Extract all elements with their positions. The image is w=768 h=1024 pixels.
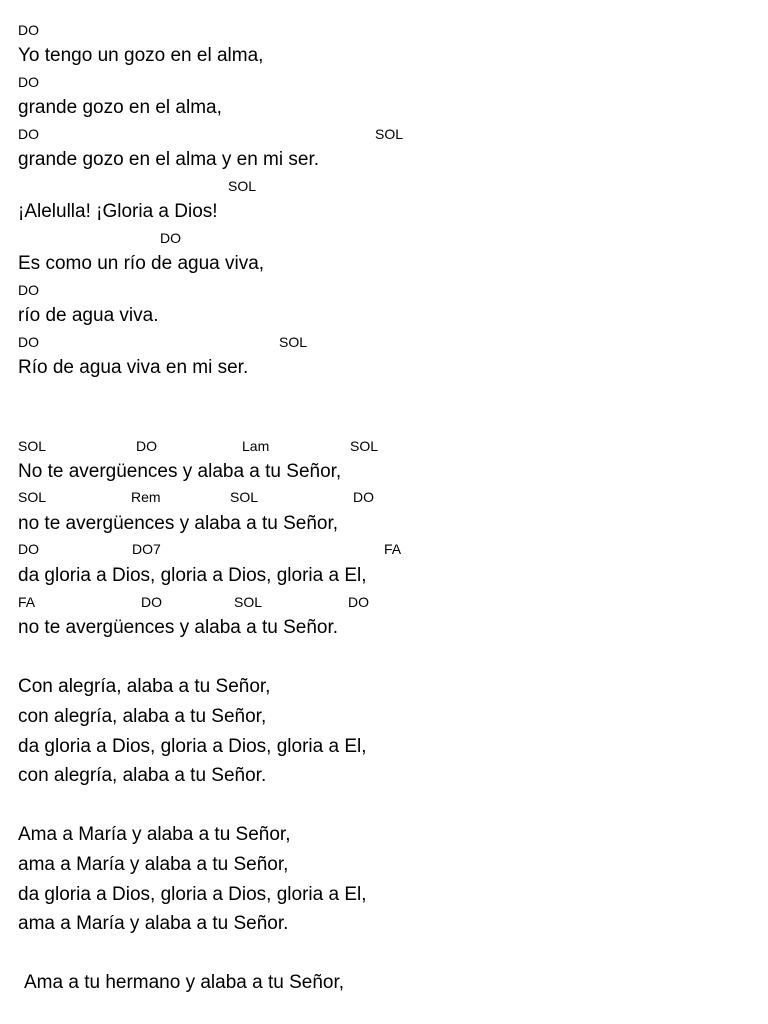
lyric-line: Río de agua viva en mi ser.	[18, 357, 249, 378]
lyric-line: ama a María y alaba a tu Señor,	[18, 854, 289, 875]
lyric-line: grande gozo en el alma,	[18, 97, 222, 118]
chord: DO	[136, 438, 157, 454]
chord: DO	[18, 282, 39, 298]
chord: SOL	[230, 489, 259, 505]
chord: SOL	[350, 438, 379, 454]
lyric-line: con alegría, alaba a tu Señor.	[18, 765, 267, 786]
lyric-line: no te avergüences y alaba a tu Señor,	[18, 513, 339, 534]
chord: DO	[160, 230, 181, 246]
chord: DO	[348, 594, 369, 610]
lyric-line: Con alegría, alaba a tu Señor,	[18, 676, 271, 697]
chord: FA	[384, 541, 402, 557]
chord: DO	[18, 126, 39, 142]
lyric-line: ama a María y alaba a tu Señor.	[18, 913, 289, 934]
chord: SOL	[18, 489, 47, 505]
chord: SOL	[375, 126, 404, 142]
lyric-line: Ama a María y alaba a tu Señor,	[18, 824, 291, 845]
lyric-line: no te avergüences y alaba a tu Señor.	[18, 617, 339, 638]
lyric-line: da gloria a Dios, gloria a Dios, gloria a El,	[18, 736, 367, 757]
lyric-line: da gloria a Dios, gloria a Dios, gloria a El,	[18, 884, 367, 905]
lyric-line: No te avergüences y alaba a tu Señor,	[18, 461, 342, 482]
chord: DO	[18, 22, 39, 38]
lyric-line: río de agua viva.	[18, 305, 159, 326]
chord: Lam	[242, 438, 270, 454]
lyric-line: Yo tengo un gozo en el alma,	[18, 45, 264, 66]
chord: DO7	[132, 541, 161, 557]
chord: SOL	[18, 438, 47, 454]
chord: SOL	[279, 334, 308, 350]
chord: DO	[141, 594, 162, 610]
chord: DO	[18, 334, 39, 350]
lyric-line: Ama a tu hermano y alaba a tu Señor,	[24, 972, 345, 993]
chord: FA	[18, 594, 36, 610]
lyric-line: Es como un río de agua viva,	[18, 253, 265, 274]
chord: Rem	[131, 489, 161, 505]
lyric-line: ¡Alelulla! ¡Gloria a Dios!	[18, 201, 218, 222]
chord: DO	[18, 541, 39, 557]
lyric-line: da gloria a Dios, gloria a Dios, gloria a El,	[18, 565, 367, 586]
lyric-line: grande gozo en el alma y en mi ser.	[18, 149, 320, 170]
lyric-line: con alegría, alaba a tu Señor,	[18, 706, 267, 727]
chord: SOL	[234, 594, 263, 610]
chord: SOL	[228, 178, 257, 194]
chord: DO	[18, 74, 39, 90]
chord: DO	[353, 489, 374, 505]
